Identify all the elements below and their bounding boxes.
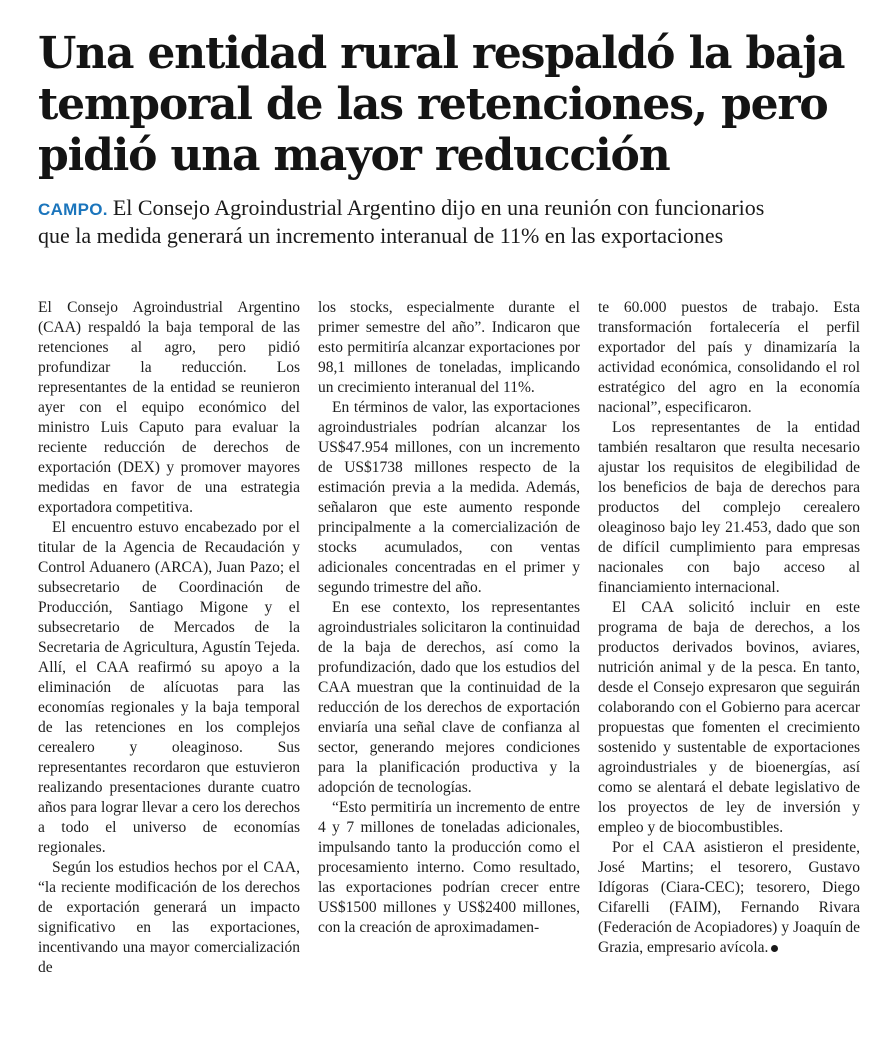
end-of-article-dot-icon [771,945,778,952]
paragraph: El CAA solicitó incluir en este programa de baja de derechos, a los productos derivados bovinos, aviares, nutrición animal y de la pesca. En tanto, desde el Consejo expresaron que seguirán colaborando con el Gobierno para acercar propuestas que fomenten el crecimiento sostenido y sustentable de exportaciones agroindustriales y de bioenergías, así como se alentará el debate legislativo de los proyectos de ley de inversión y empleo y de biocombustibles. [598,599,860,836]
deck-line: que la medida generará un incremento interanual de 11% en las exportaciones [38,223,724,248]
paragraph: los stocks, especialmente durante el primer semestre del año”. Indicaron que esto permitiría alcanzar exportaciones por 98,1 millones de toneladas, implicando un crecimiento interanual del 11%. [318,299,580,396]
deck-line [38,195,858,223]
paragraph: te 60.000 puestos de trabajo. Esta transformación fortalecería el perfil exportador del país y dinamizaría la actividad económica, consolidando el rol estratégico del agro en la economía nacional”, especificaron. [598,299,860,416]
paragraph: “Esto permitiría un incremento de entre 4 y 7 millones de toneladas adicionales, impulsando tanto la producción como el procesamiento interno. Como resultado, las exportaciones podrían crecer entre US$1500 millones y US$2400 millones, con la creación de aproximadamen- [318,799,580,936]
article-body [38,298,860,1038]
deck-text: El Consejo Agroindustrial Argentino dijo en una reunión con funcionarios [112,195,765,220]
closing-text: Por el CAA asistieron el presidente, José Martins; el tesorero, Gustavo Idígoras (Ciara-CEC); tesorero, Diego Cifarelli (FAIM), Fernando Rivara (Federación de Acopiadores) y Joaquín de Grazia, empresario avícola. [598,839,860,956]
column-3 [598,298,860,1038]
headline-line: Una entidad rural respaldó la baja [38,28,845,79]
section-tag: CAMPO. [38,200,108,219]
paragraph [598,838,860,958]
column-1 [38,298,300,1038]
paragraph: En términos de valor, las exportaciones agroindustriales podrían alcanzar los US$47.954 millones, con un incremento de US$1738 millones respecto de la estimación previa a la medida. Además, señalaron que este aumento responde principalmente a la comercialización de stocks acumulados, con ventas adicionales concentradas en el primer y segundo trimestre del año. [318,399,580,596]
paragraph: Según los estudios hechos por el CAA, “la reciente modificación de los derechos de exportación generará un impacto significativo en las exportaciones, incentivando una mayor comercialización de [38,859,300,976]
paragraph: El Consejo Agroindustrial Argentino (CAA) respaldó la baja temporal de las retenciones al agro, pero pidió profundizar la reducción. Los representantes de la entidad se reunieron ayer con el equipo económico del ministro Luis Caputo para evaluar la reciente reducción de derechos de exportación (DEX) y promover mayores medidas en favor de una estrategia exportadora competitiva. [38,299,300,516]
article-deck [38,195,858,249]
column-2 [318,298,580,1038]
paragraph: Los representantes de la entidad también resaltaron que resulta necesario ajustar los requisitos de elegibilidad de los beneficios de baja de derechos para productos del complejo cerealero oleaginoso bajo ley 21.453, dado que son de difícil cumplimiento para empresas nacionales con bajo acceso al financiamiento internacional. [598,419,860,596]
paragraph: El encuentro estuvo encabezado por el titular de la Agencia de Recaudación y Control Aduanero (ARCA), Juan Pazo; el subsecretario de Coordinación de Producción, Santiago Migone y el subsecretario de Mercados de la Secretaria de Agricultura, Agustín Tejeda. Allí, el CAA reafirmó su apoyo a la eliminación de alícuotas para las economías regionales y la baja temporal de las retenciones en los complejos cerealero y oleaginoso. Sus representantes recordaron que estuvieron realizando presentaciones durante cuatro años para lograr llevar a cero los derechos a todo el universo de economías regionales. [38,519,300,856]
paragraph: En ese contexto, los representantes agroindustriales solicitaron la continuidad de la baja de derechos, así como la profundización, dado que los estudios del CAA muestran que la continuidad de la reducción de los derechos de exportación enviaría una señal clave de confianza al sector, generando mejores condiciones para la planificación productiva y la adopción de tecnologías. [318,599,580,796]
headline [38,28,859,181]
headline-line: temporal de las retenciones, pero [38,79,828,130]
headline-line: pidió una mayor reducción [38,130,670,181]
